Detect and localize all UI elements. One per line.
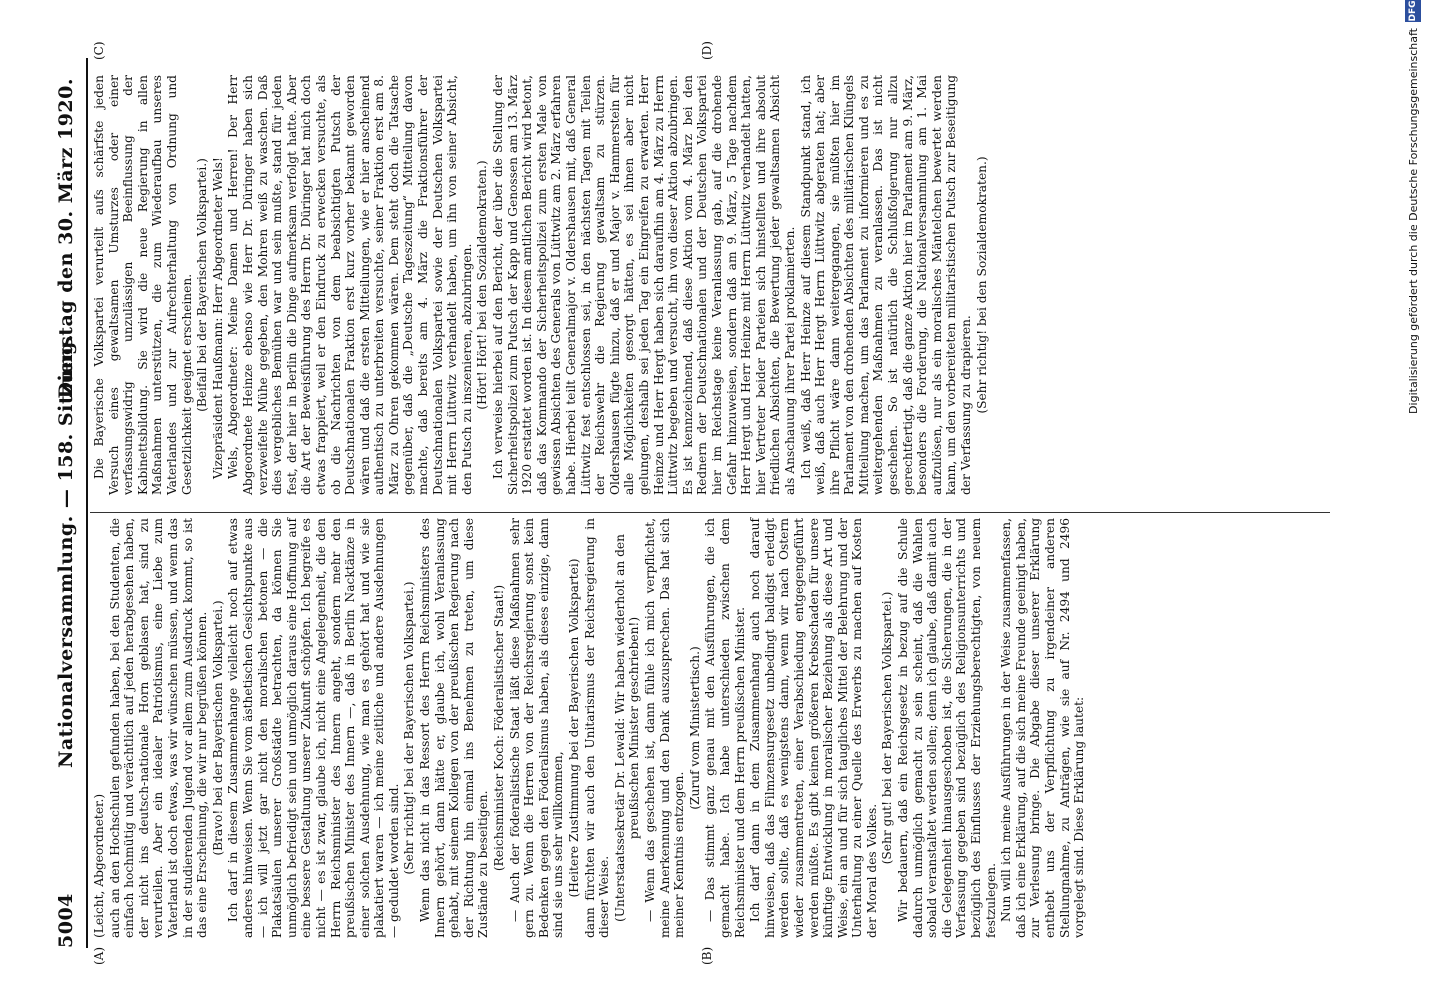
left-column	[92, 518, 1088, 938]
declaration-text: Die Bayerische Volkspartei verurteilt aufs schärfste jeden Versuch eines gewaltsamen Umsturzes oder einer verfassungswidrig unzulässigen Beeinflussung der Kabinettsbildung. Sie wird die neue Regierung in allen Maßnahmen unterstützen, die zum Wiederaufbau unseres Vaterlandes und zur Aufrechterhaltung von Ordnung und Gesetzlichkeit geeignet erscheinen.	[92, 75, 194, 495]
paragraph: Ich darf in diesem Zusammenhange vielleicht noch auf etwas anderes hinweisen. Wenn Sie vom ästhetischen Gesichtspunkte aus — ich will jetzt gar nicht den moralischen betonen — die Plakatsäulen unserer Großstädte betrachten, da können Sie unmöglich befriedigt sein und unmöglich daraus eine Hoffnung auf eine bessere Gestaltung unserer Zukunft schöpfen. Ich begreife es nicht — es ist zwar, glaube ich, nicht eine Angelegenheit, die den Herrn Reichsminister des Innern angeht, sondern mehr den preußischen Minister des Innern —, daß in Berlin Nacktänze in einer solchen Ausdehnung, wie man es gehört hat und wie sie plakatiert waren — ich meine zeitliche und andere Ausdehnungen — geduldet worden sind.	[226, 518, 401, 938]
page-number: 5004	[55, 893, 77, 948]
paragraph: Wels, Abgeordneter: Meine Damen und Herren! Der Herr Abgeordnete Heinze ebenso wie Herr Dr. Düringer haben sich verzweifelte Mühe gegeben, den Mohren weiß zu waschen. Daß dies vergebliches Bemühen war und sein mußte, stand für jeden fest, der hier in Berlin die Dinge aufmerksam verfolgt hatte. Aber die Art der Beweisführung des Herrn Dr. Düringer hat mich doch etwas frappiert, weil er den Eindruck zu erwecken versuchte, als ob die Nachrichten von dem beabsichtigten Putsch der Deutschnationalen Fraktion erst kurz vorher bekannt geworden wären und daß die ersten Mitteilungen, wie er hier anscheinend authentisch zu unterbreiten versuchte, seiner Fraktion erst am 8. März zu Ohren gekommen wären. Dem steht doch die Tatsache gegenüber, daß die „Deutsche Tageszeitung“ Mitteilung davon machte, daß bereits am 4. März die Fraktionsführer der Deutschnationalen Volkspartei sowie der Deutschen Volkspartei mit Herrn Lüttwitz verhandelt haben, um ihn von seiner Absicht, den Putsch zu inszenieren, abzubringen.	[226, 75, 474, 495]
digitization-footer	[1405, 0, 1425, 800]
session-date: Dienstag den 30. März 1920.	[55, 78, 77, 399]
digitization-note: Digitalisierung gefördert durch die Deutsche Forschungsgemeinschaft	[1407, 28, 1420, 414]
margin-mark-a: (A)	[92, 946, 106, 965]
interjection: (Reichsminister Koch: Föderalistischer Staat!)	[492, 584, 507, 872]
page-header	[55, 78, 83, 948]
interjection: (Sehr richtig! bei den Sozialdemokraten.)	[974, 156, 989, 414]
interjection: (Sehr richtig! bei der Bayerischen Volkspartei.)	[402, 581, 417, 875]
paragraph: — Auch der föderalistische Staat läßt diese Maßnahmen sehr gern zu. Wenn die Herren von der Reichsregierung sonst kein Bedenken gegen den Föderalismus haben, als dieses einzige, dann sind sie uns sehr willkommen,	[507, 518, 566, 938]
paragraph: Ich darf dann in dem Zusammenhang auch noch darauf hinweisen, daß das Filmzensurgesetz unbedingt baldigst erledigt werden sollte, daß es wenigstens dann, wenn wir nach Ostern wieder zusammentreten, einer Verabschiedung entgegengeführt werden müßte. Es gibt keinen größeren Krebsschaden für unsere künftige Entwicklung in moralischer Beziehung als diese Art und Weise, ein an und für sich taugliches Mittel der Belehrung und der Unterhaltung zu einer Quelle des Erwerbs zu machen auf Kosten der Moral des Volkes.	[748, 518, 879, 938]
header-rule	[86, 58, 88, 948]
paragraph: Ich weiß, daß Herr Heinze auf diesem Standpunkt stand, ich weiß, daß auch Herr Hergt Herrn Lüttwitz abgeraten hat; aber ihre Pflicht wäre dann weitergegangen, sie müßten hier im Parlament von den drohenden Absichten des militärischen Klüngels Mitteilung machen, um das Parlament zu informieren und es zu weitergehenden Maßnahmen zu veranlassen. Das ist nicht geschehen. So ist natürlich die Schlußfolgerung nur allzu gerechtfertigt, daß die ganze Aktion hier im Parlament am 9. März, besonders die Forderung, die Nationalversammlung am 1. Mai aufzulösen, nur als ein moralisches Mäntelchen bewertet werden kann, um den vorbereiteten militaristischen Putsch zur Beseitigung der Verfassung zu drapieren.	[798, 75, 974, 495]
interjection: (Zuruf vom Ministertisch.)	[687, 646, 702, 810]
speaker-line: (Leicht, Abgeordneter.)	[92, 793, 106, 938]
interjection: (Heitere Zustimmung bei der Bayerischen Volkspartei)	[567, 558, 581, 898]
column-divider	[90, 512, 1330, 513]
right-column	[92, 75, 990, 495]
paragraph: auch an den Hochschulen gefunden haben, bei den Studenten, die einfach hochmütig und verächtlich auf jeden herabgesehen haben, der nicht ins deutsch-nationale Horn geblasen hat, sind zu verurteilen. Aber ein idealer Patriotismus, eine Liebe zum Vaterland ist doch etwas, was wir wünschen müssen, und wenn das in der studierenden Jugend vor allem zum Ausdruck kommt, so ist das eine Erscheinung, die wir nur begrüßen können.	[107, 518, 210, 938]
paragraph: Nun will ich meine Ausführungen in der Weise zusammenfassen, daß ich eine Erklärung, auf die sich meine Freunde geeinigt haben, zur Verlesung bringe. Die Abgabe dieser unserer Erklärung enthebt uns der Verpflichtung zu irgendeiner anderen Stellungnahme, zu Anträgen, wie sie auf Nr. 2494 und 2496 vorgelegt sind. Diese Erklärung lautet:	[999, 518, 1087, 938]
dfg-logo: DFG	[1405, 0, 1421, 22]
interjection: (Bravo! bei der Bayerischen Volkspartei.)	[210, 600, 225, 856]
paragraph: dann fürchten wir auch den Unitarismus der Reichsregierung in dieser Weise.	[582, 518, 612, 938]
paragraph: Wir bedauern, daß ein Reichsgesetz in bezug auf die Schule dadurch unmöglich gemacht zu sein scheint, daß die Wahlen sobald veranstaltet werden sollen; denn ich glaube, daß damit auch die Gelegenheit hinausgeschoben ist, die Sicherungen, die in der Verfassung gegeben sind bezüglich des Religionsunterrichts und bezüglich des Einflusses der Erziehungsberechtigten, von neuem festzulegen.	[896, 518, 998, 938]
chair-announcement: Vizepräsident Haußmann: Herr Abgeordneter Wels!	[210, 157, 225, 479]
paragraph: Wenn das nicht in das Ressort des Herrn Reichsministers des Innern gehört, dann hätte er, glaube ich, wohl Veranlassung gehabt, mit seinem Kollegen von der preußischen Regierung nach der Richtung hin einmal ins Benehmen zu treten, um diese Zustände zu beseitigen.	[418, 518, 491, 938]
paragraph: Ich verweise hierbei auf den Bericht, der über die Stellung der Sicherheitspolizei zum Putsch der Kapp und Genossen am 13. März 1920 erstattet worden ist. In diesem amtlichen Bericht wird betont, daß das Kommando der Sicherheitspolizei zum ersten Male von gewissen Absichten des Generals von Lüttwitz am 2. März erfahren habe. Hierbei teilt Generalmajor v. Oldershausen mit, daß General Lüttwitz fest entschlossen sei, in den nächsten Tagen mit Teilen der Reichswehr die Regierung gewaltsam zu stürzen. Oldershausen fügte hinzu, daß er und Major v. Hammerstein für alle Möglichkeiten gesorgt hätten, es sei ihnen aber nicht gelungen, deshalb sei jeden Tag ein Eingreifen zu erwarten. Herr Heinze und Herr Hergt haben sich daraufhin am 4. März zu Herrn Lüttwitz begeben und versucht, ihn von dieser Aktion abzubringen. Es ist kennzeichnend, daß diese Aktion vom 4. März bei den Rednern der Deutschnationalen und der Deutschen Volkspartei hier im Reichstage keine Veranlassung gab, auf die drohende Gefahr hinzuweisen, sondern daß am 9. März, 5 Tage nachdem Herr Hergt und Herr Heinze mit Herrn Lüttwitz verhandelt hatten, hier Vertreter beider Parteien sich hinstellten und ihre absolut friedlichen Absichten, die Bewertung jeder gewaltsamen Absicht als Anschauung ihrer Partei proklamierten.	[491, 75, 797, 495]
margin-mark-b: (B)	[700, 946, 714, 965]
interjection: (Sehr gut! bei der Bayerischen Volkspartei.)	[880, 591, 895, 865]
margin-mark-c: (C)	[92, 41, 106, 60]
margin-mark-d: (D)	[700, 41, 714, 60]
interjection: (Beifall bei der Bayerischen Volkspartei.)	[195, 158, 210, 412]
paragraph: — Wenn das geschehen ist, dann fühle ich mich verpflichtet, meine Anerkennung und den Dank auszusprechen. Das hat sich meiner Kenntnis entzogen.	[642, 518, 687, 938]
paragraph: — Das stimmt ganz genau mit den Ausführungen, die ich gemacht habe. Ich habe unterschieden zwischen dem Reichsminister und dem Herrn preußischen Minister.	[703, 518, 747, 938]
page-title: Nationalversammlung. — 158. Sitzung.	[55, 334, 77, 768]
interjection: (Unterstaatssekretär Dr. Lewald: Wir haben wiederholt an den preußischen Minister geschrieben!)	[612, 534, 642, 922]
interjection: (Hört! Hört! bei den Sozialdemokraten.)	[475, 160, 490, 410]
